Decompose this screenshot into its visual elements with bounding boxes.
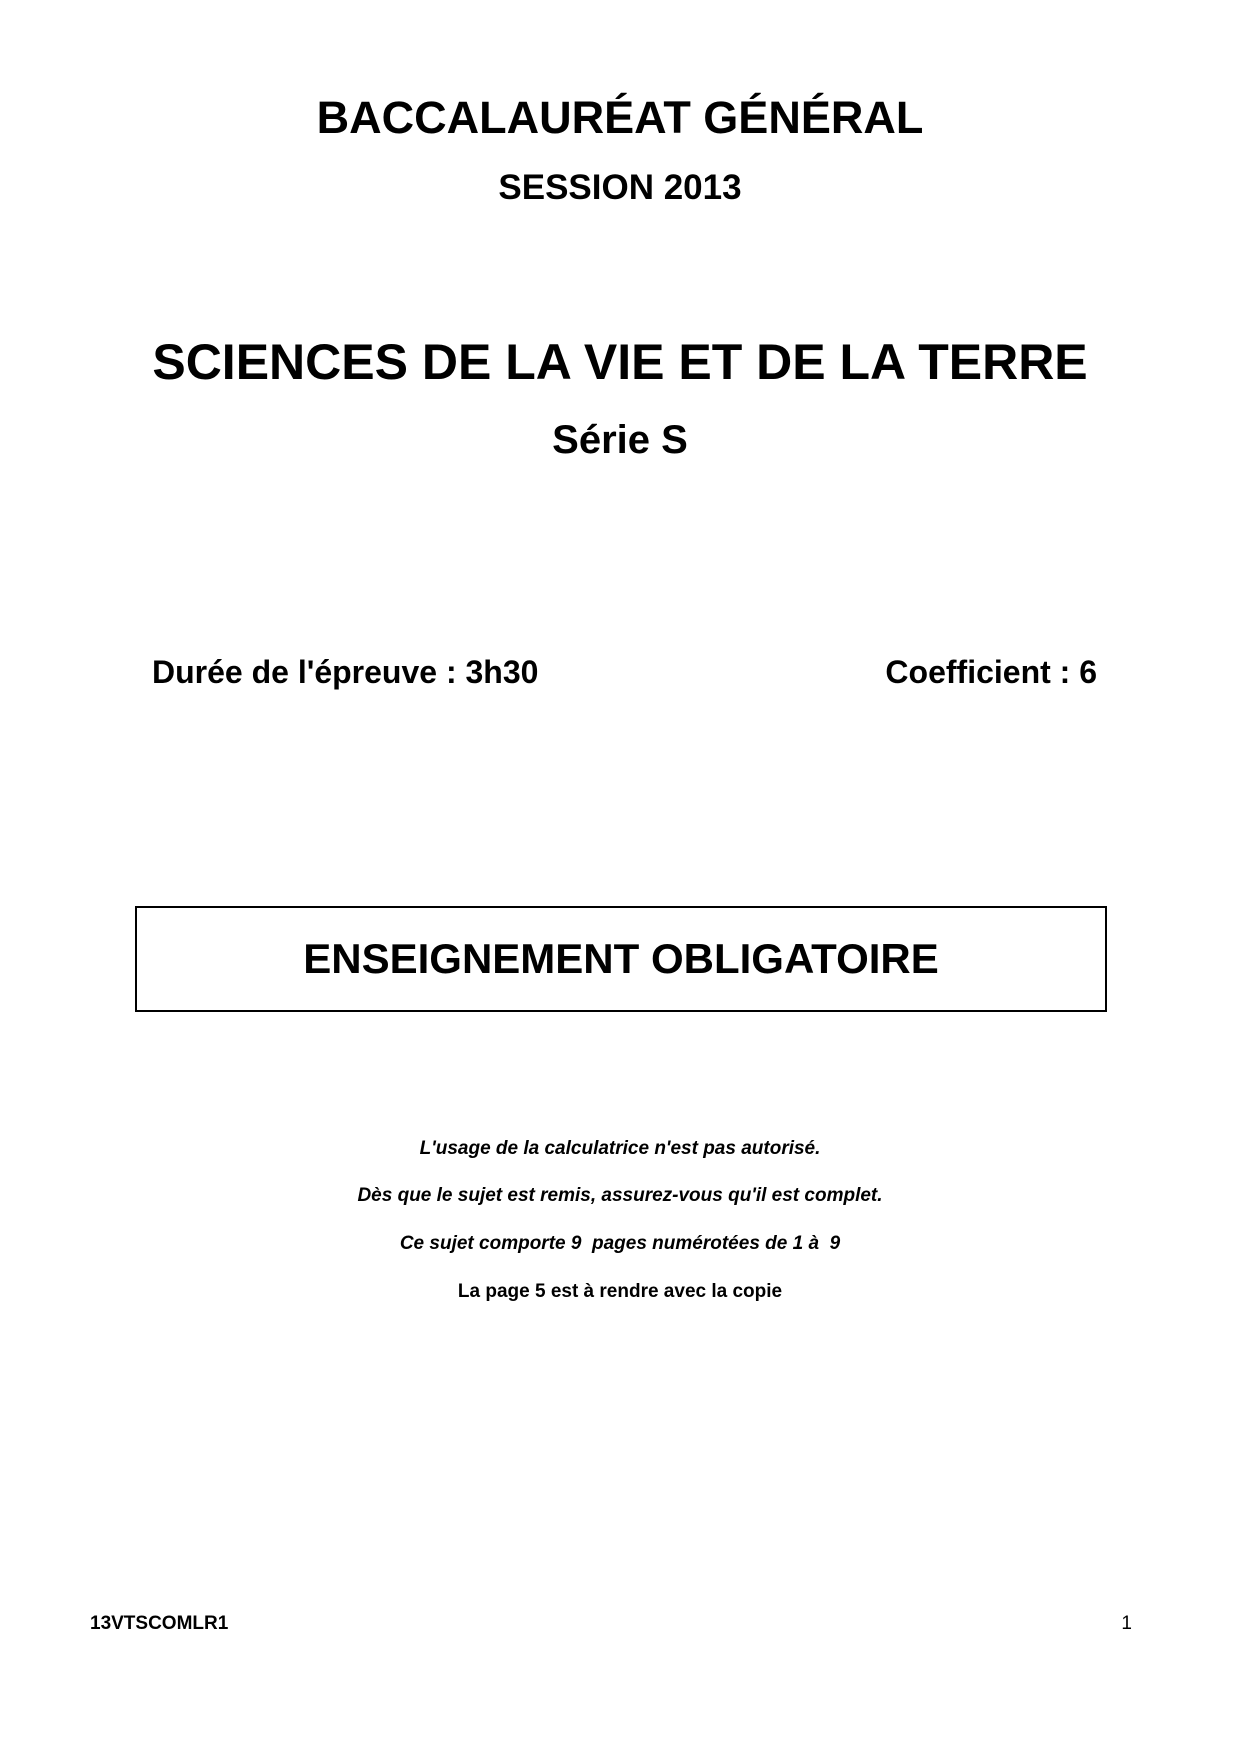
footer-subject-code: 13VTSCOMLR1 — [90, 1613, 229, 1634]
subject-title: SCIENCES DE LA VIE ET DE LA TERRE — [152, 334, 1088, 390]
footer-page-number: 1 — [1121, 1613, 1132, 1634]
instruction-page-count: Ce sujet comporte 9 pages numérotées de 1 à 9 — [399, 1233, 841, 1254]
instruction-check-complete: Dès que le sujet est remis, assurez-vous qu'il est complet. — [357, 1185, 883, 1206]
session-label: SESSION 2013 — [498, 168, 742, 207]
option-label: ENSEIGNEMENT OBLIGATOIRE — [303, 935, 939, 982]
exam-title: BACCALAURÉAT GÉNÉRAL — [316, 92, 924, 143]
instruction-return-page: La page 5 est à rendre avec la copie — [457, 1281, 783, 1302]
exam-coefficient: Coefficient : 6 — [885, 654, 1097, 690]
option-box — [135, 906, 1107, 1012]
series-label: Série S — [552, 418, 688, 462]
instruction-calculator: L'usage de la calculatrice n'est pas autorisé. — [419, 1138, 821, 1159]
exam-duration: Durée de l'épreuve : 3h30 — [152, 654, 539, 690]
